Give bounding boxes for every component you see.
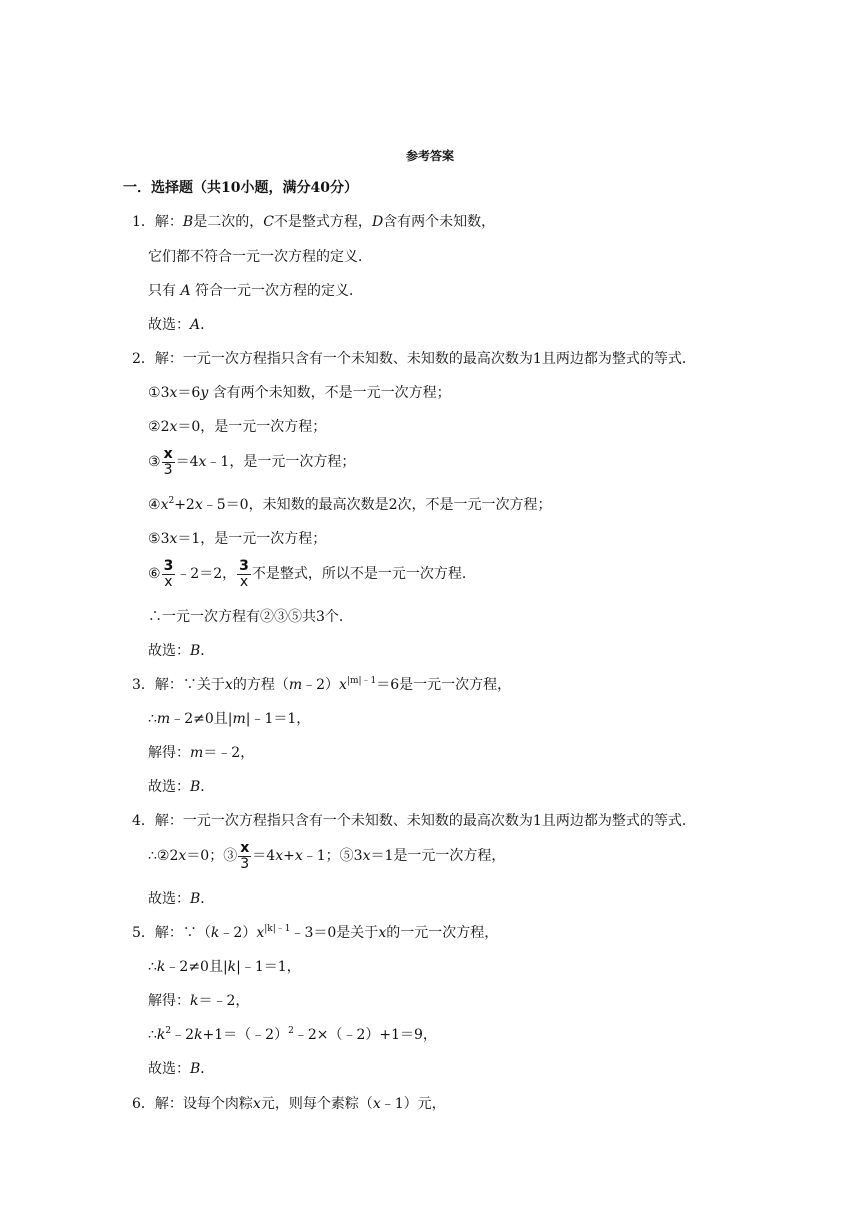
fraction: $\frac{3}{x}$ <box>163 557 174 590</box>
fraction: $\frac{x}{3}$ <box>163 445 173 478</box>
circled-number-marker: ① <box>148 385 161 401</box>
fraction: $\frac{x}{3}$ <box>240 839 250 872</box>
circled-number-marker: ④ <box>148 497 161 513</box>
q2-line-1: 2．解：一元一次方程指只含有一个未知数、未知数的最高次数为1且两边都为整式的等式． <box>132 351 696 367</box>
q5-line-2: ∴k﹣2≠0且|k|﹣1＝1， <box>148 959 301 975</box>
fraction: $\frac{3}{x}$ <box>239 557 249 590</box>
q4-line-2: ∴②2x＝0；③ $\frac{x}{3}$ ＝4x+x﹣1；⑤3x＝1是一元一次方程， <box>148 839 506 872</box>
q5-line-4: $\therefore k^2﹣2k+1=(﹣2)^2﹣2\times(﹣2)+1=9$， <box>148 1026 437 1043</box>
q2-item-6: ⑥ $\frac{3}{x}$ ﹣2＝2， $\frac{3}{x}$ 不是整式，所以不是一元一次方程． <box>148 557 476 590</box>
q1-line-2: 它们都不符合一元一次方程的定义． <box>148 249 372 265</box>
q6-line-1: 6．解：设每个肉粽x元，则每个素粽（x﹣1）元， <box>132 1096 446 1112</box>
circled-number-marker: ⑤ <box>148 531 161 547</box>
q3-answer: 故选：B． <box>148 779 215 795</box>
section-heading: 一．选择题（共10小题，满分40分） <box>123 180 358 196</box>
q2-item-2: ②2x＝0，是一元一次方程； <box>148 419 327 435</box>
page-title: 参考答案 <box>405 149 454 163</box>
q2-item-3: ③ $\frac{x}{3}$ ＝4x﹣1，是一元一次方程； <box>148 445 356 478</box>
q1-line-1: 1．解：B是二次的，C不是整式方程，D含有两个未知数， <box>132 214 496 230</box>
q2-answer: 故选：B． <box>148 643 215 659</box>
q2-item-4: $④x^2+2x﹣5=0$，未知数的最高次数是2次，不是一元一次方程； <box>148 496 552 513</box>
q2-item-5: ⑤3x＝1，是一元一次方程； <box>148 531 327 547</box>
q3-line-1: 3．解：∵关于x的方程$(m﹣2)x^{|m|﹣1}=6$是一元一次方程， <box>132 676 512 693</box>
q4-line-1: 4．解：一元一次方程指只含有一个未知数、未知数的最高次数为1且两边都为整式的等式． <box>132 813 696 829</box>
circled-number-marker: ③ <box>148 454 161 470</box>
q1-line-3: 只有 A 符合一元一次方程的定义． <box>148 283 364 299</box>
q2-item-1: ①3x＝6y 含有两个未知数，不是一元一次方程； <box>148 385 451 401</box>
q5-line-1: 5．解：$\because(k﹣2)x^{|k|﹣1}﹣3=0$是关于x的一元一次方程， <box>132 924 499 941</box>
q1-answer: 故选：A． <box>148 317 215 333</box>
circled-number-marker: ② <box>148 419 161 435</box>
circled-number-marker: ⑥ <box>148 566 161 582</box>
q3-line-3: 解得：m＝﹣2， <box>148 745 255 761</box>
q3-line-2: ∴m﹣2≠0且|m|﹣1＝1， <box>148 711 311 727</box>
q5-line-3: 解得：k＝﹣2， <box>148 993 250 1009</box>
q2-conclusion: ∴一元一次方程有②③⑤共3个． <box>148 609 353 625</box>
q4-answer: 故选：B． <box>148 891 215 907</box>
q5-answer: 故选：B． <box>148 1061 215 1077</box>
